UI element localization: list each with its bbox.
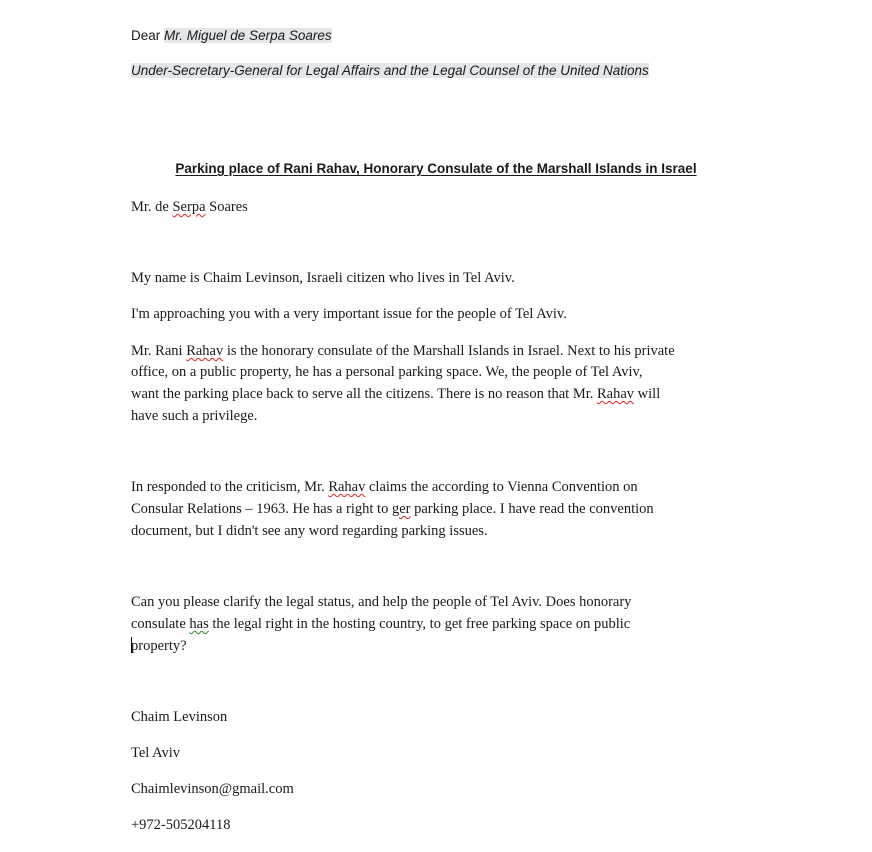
recipient-title: Under-Secretary-General for Legal Affairs and the Legal Counsel of the United Nations — [131, 63, 649, 78]
text-run: document, but I didn't see any word regarding parking issues. — [131, 523, 488, 539]
subject-part-3: , Honorary Consulate of the Marshall Islands in Israel — [355, 161, 697, 176]
recipient-title-line — [131, 62, 649, 80]
text-run: office, on a public property, he has a personal parking space. We, the people of Tel Aviv, — [131, 364, 643, 380]
text-run-flagged: ger — [391, 501, 411, 517]
text-run-flagged: Rahav — [186, 343, 224, 359]
text-run: Consular Relations – 1963. He has a right to — [131, 501, 392, 517]
body-paragraph-3-line-1 — [131, 342, 675, 360]
body-line: My name is Chaim Levinson, Israeli citizen who lives in Tel Aviv. — [131, 270, 515, 286]
signature-email-text: Chaimlevinson@gmail.com — [131, 781, 294, 797]
greeting-prefix: Dear — [131, 28, 161, 43]
salutation-part-3: Soares — [205, 199, 248, 215]
text-run: want the parking place back to serve all the citizens. There is no reason that Mr. — [131, 386, 597, 402]
text-run: have such a privilege. — [131, 408, 258, 424]
body-paragraph-5-line-3[interactable] — [131, 637, 187, 655]
text-run: the legal right in the hosting country, to get free parking space on public — [208, 616, 631, 632]
body-paragraph-4-line-3 — [131, 522, 488, 540]
signature-phone — [131, 816, 230, 834]
text-run: Mr. Rani — [131, 343, 187, 359]
subject-part-2: Rahav — [316, 161, 356, 176]
text-run: claims the according to Vienna Convention on — [365, 479, 638, 495]
body-paragraph-3-line-2 — [131, 363, 642, 381]
text-run: will — [634, 386, 661, 402]
subject-part-1: Parking place of Rani — [175, 161, 317, 176]
text-run: property? — [131, 638, 187, 654]
greeting-line — [131, 27, 332, 45]
text-run: is the honorary consulate of the Marshall Islands in Israel. Next to his private — [223, 343, 675, 359]
recipient-name: Mr. Miguel de Serpa Soares — [164, 28, 332, 43]
body-line: I'm approaching you with a very important issue for the people of Tel Aviv. — [131, 306, 567, 322]
text-run-flagged: Rahav — [328, 479, 366, 495]
body-paragraph-5-line-1 — [131, 593, 631, 611]
salutation-part-1: Mr. de — [131, 199, 173, 215]
text-run-grammar-flagged: has — [189, 616, 209, 632]
signature-name-text: Chaim Levinson — [131, 709, 228, 725]
salutation-line — [131, 198, 248, 216]
text-run-flagged: Rahav — [597, 386, 635, 402]
text-run: Can you please clarify the legal status, and help the people of Tel Aviv. Does honorary — [131, 594, 632, 610]
subject-heading — [0, 160, 872, 178]
signature-city-text: Tel Aviv — [131, 745, 181, 761]
text-run: parking place. I have read the convention — [410, 501, 654, 517]
signature-phone-text: +972-505204118 — [131, 817, 231, 833]
body-paragraph-5-line-2 — [131, 615, 630, 633]
signature-city — [131, 744, 180, 762]
body-paragraph-4-line-2 — [131, 500, 654, 518]
text-run: In responded to the criticism, Mr. — [131, 479, 329, 495]
signature-name — [131, 708, 227, 726]
body-paragraph-1 — [131, 269, 515, 287]
salutation-part-2: Serpa — [172, 199, 206, 215]
body-paragraph-4-line-1 — [131, 478, 638, 496]
signature-email — [131, 780, 294, 798]
body-paragraph-3-line-3 — [131, 385, 660, 403]
body-paragraph-3-line-4 — [131, 407, 257, 425]
text-run: consulate — [131, 616, 190, 632]
body-paragraph-2 — [131, 305, 567, 323]
